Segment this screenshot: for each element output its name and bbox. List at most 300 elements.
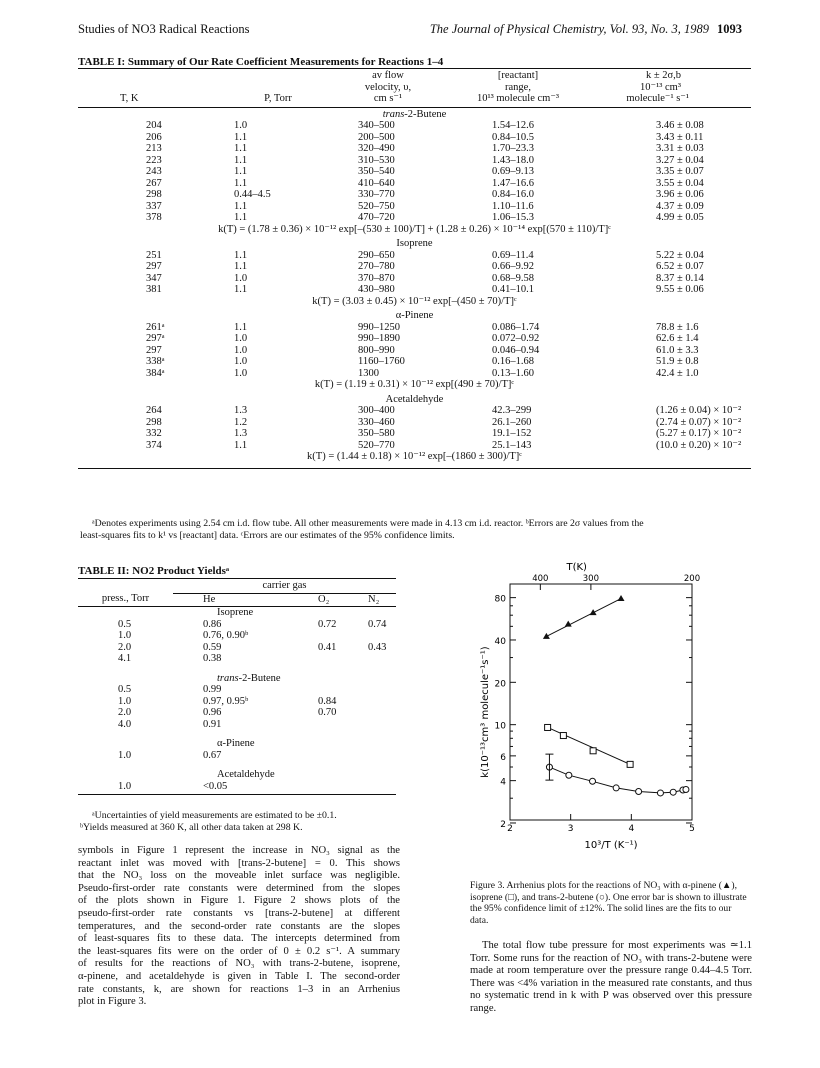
- alpha-pinene-point: [543, 633, 550, 639]
- section-row: [78, 309, 751, 322]
- trans-2-butene-point: [613, 785, 619, 791]
- isoprene-point: [545, 724, 551, 730]
- section-row: [78, 237, 751, 250]
- table-cell: 1.0: [118, 749, 132, 761]
- x-tick-label: 2: [507, 824, 513, 834]
- table-cell: 264: [146, 405, 162, 416]
- table2-carrier-row: [78, 580, 396, 593]
- head-cell: O₂: [318, 593, 330, 605]
- table-cell: (5.27 ± 0.17) × 10⁻²: [656, 428, 742, 439]
- y-tick-label: 80: [494, 594, 506, 605]
- head-cell: [228, 82, 328, 94]
- table-row: [78, 642, 396, 654]
- trans-2-butene-point: [683, 786, 689, 792]
- table-cell: 340–500: [358, 120, 395, 131]
- table-cell: 0.76, 0.90ᵇ: [203, 630, 249, 641]
- table-cell: 330–460: [358, 416, 395, 428]
- top-tick-label: 300: [582, 574, 600, 584]
- table-row: [78, 178, 751, 190]
- table-cell: 0.41: [318, 641, 337, 653]
- fit-line-triangle: [546, 599, 621, 637]
- table-cell: 297: [146, 344, 162, 356]
- table-row: [78, 132, 751, 144]
- table-cell: 1.3: [234, 428, 248, 439]
- table-cell: 520–770: [358, 439, 395, 451]
- table-cell: 0.5: [118, 618, 132, 630]
- text-line: The total flow tube pressure for most experiments was ≃1.1: [482, 940, 752, 951]
- trans-2-butene-point: [590, 778, 596, 784]
- table-cell: 1300: [358, 367, 379, 379]
- isoprene-point: [560, 733, 566, 739]
- table-cell: 5.22 ± 0.04: [656, 249, 704, 261]
- table-cell: 0.16–1.68: [492, 356, 534, 367]
- table-cell: 25.1–143: [492, 439, 532, 451]
- head-cell: [reactant]: [497, 70, 539, 81]
- figure3-caption: [470, 880, 752, 926]
- table-cell: 1.70–23.3: [492, 143, 534, 154]
- header-left: Studies of NO3 Radical Reactions: [78, 22, 250, 36]
- section-name: α-Pinene: [217, 738, 255, 749]
- section-name: Isoprene: [217, 607, 254, 618]
- y-tick-label: 2: [500, 819, 506, 830]
- table-cell: 1.3: [234, 405, 248, 416]
- table-cell: 310–530: [358, 154, 395, 166]
- top-axis-label: T(K): [566, 562, 587, 573]
- table-cell: 42.4 ± 1.0: [656, 367, 699, 379]
- table-cell: 1.0: [234, 356, 248, 367]
- table-cell: 1.1: [234, 131, 248, 143]
- table-row: [78, 707, 396, 719]
- section-name: trans-2-Butene: [217, 672, 281, 684]
- table-cell: 251: [146, 249, 162, 261]
- table-row: [78, 166, 751, 178]
- table-cell: 370–870: [358, 272, 395, 284]
- table2-body: [78, 607, 396, 793]
- table-cell: 3.55 ± 0.04: [656, 177, 704, 189]
- table-row: [78, 189, 751, 201]
- table-cell: 270–780: [358, 261, 395, 272]
- head-cell: [78, 82, 228, 94]
- section-name: trans-2-Butene: [382, 108, 447, 120]
- table-cell: 1.0: [234, 333, 248, 344]
- section-row: [78, 607, 396, 619]
- table1-caption: TABLE I: Summary of Our Rate Coefficient Measurements for Reactions 1–4: [78, 56, 444, 68]
- text-line: that the NO₃ loss on the moveable inlet surface was negligible.: [78, 870, 400, 882]
- blank-cell: [78, 761, 173, 781]
- head-cell: 10⁻¹³ cm³: [640, 81, 681, 93]
- table2-bottom-rule-row: [78, 792, 396, 795]
- table-cell: 243: [146, 166, 162, 177]
- table-row: [78, 630, 396, 642]
- table-cell: 1.06–15.3: [492, 212, 534, 223]
- x-tick-label: 4: [628, 824, 635, 834]
- trans-2-butene-point: [636, 788, 642, 794]
- table-cell: 1.1: [234, 249, 248, 261]
- table-row: [78, 684, 396, 696]
- table-cell: 0.66–9.92: [492, 261, 534, 272]
- table-row: [78, 368, 751, 380]
- caption-line: Figure 3. Arrhenius plots for the reactions of NO₃ with α-pinene (▲),: [470, 880, 737, 891]
- table2-top-rule: [78, 578, 396, 579]
- table-row: [78, 250, 751, 262]
- table-cell: 410–640: [358, 177, 395, 189]
- table-cell: 0.86: [203, 618, 222, 630]
- table-cell: 1.1: [234, 261, 248, 272]
- head-cell: He: [203, 593, 216, 605]
- table-cell: [368, 630, 396, 642]
- text-line: Torr. Some runs for the reaction of NO₃ with trans-2-butene were: [470, 952, 752, 964]
- table-cell: [318, 630, 368, 642]
- table-cell: 26.1–260: [492, 416, 532, 428]
- table-cell: 19.1–152: [492, 428, 532, 439]
- table-cell: 1.43–18.0: [492, 154, 534, 166]
- table1-body: [78, 107, 751, 465]
- text-line: temperatures, and the second-order rate constants are the slopes: [78, 920, 400, 932]
- header-right: The Journal of Physical Chemistry, Vol. 93, No. 3, 1989 1093: [429, 22, 742, 36]
- table-cell: 430–980: [358, 284, 395, 295]
- text-line: range.: [470, 1002, 497, 1014]
- table-cell: [368, 684, 396, 696]
- blank-cell: [78, 580, 173, 593]
- table-cell: 3.31 ± 0.03: [656, 143, 704, 154]
- table-cell: 332: [146, 428, 162, 439]
- table-cell: 261ᵃ: [146, 321, 165, 333]
- table-cell: 990–1250: [358, 321, 400, 333]
- table-cell: 4.99 ± 0.05: [656, 212, 704, 223]
- table-cell: 0.99: [203, 684, 222, 695]
- table-cell: 0.91: [203, 718, 222, 730]
- left-body-text: [78, 845, 400, 1009]
- table-cell: 61.0 ± 3.3: [656, 344, 699, 356]
- section-name: Isoprene: [396, 238, 433, 249]
- plot-frame: [510, 584, 692, 820]
- head-cell: molecule⁻¹ s⁻¹: [626, 93, 689, 104]
- table-cell: 520–750: [358, 200, 395, 212]
- table-cell: 8.37 ± 0.14: [656, 272, 704, 284]
- table-cell: 384ᵃ: [146, 367, 165, 379]
- table-cell: 200–500: [358, 131, 395, 143]
- table-cell: 9.55 ± 0.06: [656, 284, 704, 295]
- table-cell: 1.10–11.6: [492, 200, 534, 212]
- isoprene-point: [590, 748, 596, 754]
- table-cell: 0.086–1.74: [492, 321, 540, 333]
- table-cell: 62.6 ± 1.4: [656, 333, 699, 344]
- head-cell: av flow: [372, 70, 404, 81]
- table-cell: 2.0: [118, 641, 132, 653]
- table-cell: 0.41–10.1: [492, 284, 534, 295]
- table-cell: 378: [146, 212, 162, 223]
- table-cell: 1.0: [118, 630, 132, 641]
- table-row: [78, 212, 751, 224]
- table-row: [78, 284, 751, 296]
- text-line: There was <4% variation in the measured rate constants, and thus: [470, 977, 752, 989]
- table-row: [78, 440, 751, 452]
- table-cell: 1.1: [234, 200, 248, 212]
- table-cell: 0.38: [203, 653, 222, 664]
- table-cell: 1.1: [234, 166, 248, 177]
- section-row: [78, 730, 396, 750]
- table-cell: 4.0: [118, 718, 132, 730]
- table-cell: [368, 781, 396, 793]
- table2-footnotes: ᵃUncertainties of yield measurements are estimated to be ±0.1. ᵇYields measured at 360 K, all other data taken at 298 K.: [80, 810, 337, 833]
- table-cell: 42.3–299: [492, 405, 532, 416]
- section-name: Acetaldehyde: [217, 769, 275, 780]
- table-row: [78, 417, 751, 429]
- x-axis-label: 10³/T (K⁻¹): [584, 840, 638, 851]
- table-row: [78, 273, 751, 285]
- table-cell: 267: [146, 177, 162, 189]
- table-cell: 0.5: [118, 684, 132, 695]
- fit-equation: k(T) = (3.03 ± 0.45) × 10⁻¹² exp[–(450 ± 70)/T]ᶜ: [312, 295, 517, 307]
- italic-prefix: trans: [217, 672, 239, 684]
- head-cell: cm s⁻¹: [373, 93, 403, 104]
- head-cell: range,: [505, 81, 531, 93]
- text-line: the least-squares fits were on the order of 0 ± 0.2 s⁻¹. A summary: [78, 945, 400, 957]
- table-cell: 990–1890: [358, 333, 400, 344]
- head-cell: k ± 2σ,b: [645, 70, 681, 81]
- table-cell: 51.9 ± 0.8: [656, 356, 699, 367]
- table-cell: 3.35 ± 0.07: [656, 166, 704, 177]
- table-cell: 470–720: [358, 212, 395, 223]
- table-cell: 347: [146, 272, 162, 284]
- table-cell: 1.1: [234, 321, 248, 333]
- running-header: [78, 22, 742, 40]
- table-row: [78, 322, 751, 334]
- bottom-rule: [78, 792, 396, 795]
- table-cell: 374: [146, 439, 162, 451]
- table-row: [78, 356, 751, 368]
- table-cell: 1.0: [118, 695, 132, 707]
- section-row: [78, 665, 396, 685]
- bottom-rule: [78, 465, 751, 469]
- section-row: [78, 393, 751, 406]
- table-cell: 1.1: [234, 439, 248, 451]
- table-cell: 206: [146, 131, 162, 143]
- table-cell: [368, 653, 396, 665]
- table-cell: 0.44–4.5: [234, 189, 271, 200]
- table-cell: 1.1: [234, 212, 248, 223]
- text-line: reactant inlet was moved with [trans-2-butene] = 0. This shows: [78, 857, 400, 869]
- table-cell: 2.0: [118, 707, 132, 718]
- table-cell: 0.96: [203, 707, 222, 718]
- head-cell: [78, 70, 228, 82]
- table-cell: 1.1: [234, 143, 248, 154]
- table-cell: 1.0: [234, 120, 248, 131]
- isoprene-point: [627, 761, 633, 767]
- table-cell: 297: [146, 261, 162, 272]
- table-cell: 1.0: [118, 780, 132, 792]
- blank-cell: [78, 665, 173, 685]
- head-cell: press., Torr: [101, 593, 150, 604]
- table-row: [78, 428, 751, 440]
- table-cell: 0.13–1.60: [492, 367, 534, 379]
- table-cell: [318, 781, 368, 793]
- table-row: [78, 345, 751, 357]
- table-row: [78, 781, 396, 793]
- table-cell: [368, 696, 396, 708]
- table-cell: 290–650: [358, 249, 395, 261]
- y-tick-label: 6: [500, 752, 506, 763]
- table-cell: [318, 750, 368, 762]
- head-cell: 10¹³ molecule cm⁻³: [476, 93, 560, 104]
- table-cell: 298: [146, 189, 162, 200]
- table1-footnote: ᵃDenotes experiments using 2.54 cm i.d. flow tube. All other measurements were made in 4.13 cm i.d. reactor. ᵇErrors are 2σ values from the least-squares fits to k¹ vs [reactant] data. ᶜErrors are our estimates of the 95% confidence limits.: [80, 518, 644, 541]
- table-cell: 0.97, 0.95ᵇ: [203, 695, 249, 707]
- table-cell: 1.2: [234, 416, 248, 428]
- caption-line: the 95% confidence limit of ±12%. The solid lines are the fits to our data.: [470, 903, 732, 926]
- table2-head-row: [78, 593, 396, 605]
- table1-head-row: [78, 70, 751, 82]
- table-cell: [368, 750, 396, 762]
- table-cell: 0.84–10.5: [492, 131, 534, 143]
- table-cell: 0.69–9.13: [492, 166, 534, 177]
- table-cell: 337: [146, 200, 162, 212]
- table-row: [78, 653, 396, 665]
- table2-caption: TABLE II: NO2 Product Yieldsᵃ: [78, 565, 230, 577]
- head-cell: P, Torr: [264, 93, 292, 104]
- table-cell: 3.46 ± 0.08: [656, 120, 704, 131]
- table-cell: 0.43: [368, 641, 387, 653]
- table-cell: 223: [146, 154, 162, 166]
- top-tick-label: 200: [683, 574, 701, 584]
- carrier-gas-label: carrier gas: [173, 580, 396, 593]
- table-cell: 78.8 ± 1.6: [656, 321, 699, 333]
- alpha-pinene-point: [618, 595, 625, 601]
- page-number: 1093: [717, 22, 742, 36]
- y-tick-label: 40: [494, 636, 506, 647]
- table-cell: <0.05: [203, 780, 228, 792]
- table-row: [78, 750, 396, 762]
- table-cell: 3.27 ± 0.04: [656, 154, 704, 166]
- table-row: [78, 719, 396, 731]
- text-line: of least-squares fits to these data. The intercepts determined from: [78, 933, 400, 945]
- trans-2-butene-point: [670, 789, 676, 795]
- blank-cell: [78, 730, 173, 750]
- table2: [78, 580, 396, 795]
- fit-equation: k(T) = (1.78 ± 0.36) × 10⁻¹² exp[–(530 ± 100)/T] + (1.28 ± 0.26) × 10⁻¹⁴ exp[(570 ± 110)/T]ᶜ: [218, 223, 611, 235]
- y-axis-label: k(10⁻¹³cm³ molecule⁻¹s⁻¹): [480, 646, 491, 778]
- table-cell: 0.072–0.92: [492, 333, 540, 344]
- text-line: no systematic trend in k with P was observed over this pressure: [470, 990, 752, 1002]
- text-line: of results for the reactions of NO₃ with trans-2-butene, isoprene,: [78, 958, 400, 970]
- y-tick-label: 4: [500, 777, 506, 788]
- table-row: [78, 619, 396, 631]
- table-cell: 1.1: [234, 154, 248, 166]
- y-tick-label: 10: [494, 721, 506, 732]
- table-row: [78, 333, 751, 345]
- table-row: [78, 120, 751, 132]
- trans-2-butene-point: [566, 772, 572, 778]
- table-cell: [318, 719, 368, 731]
- table-cell: 800–990: [358, 344, 395, 356]
- table-cell: 0.67: [203, 749, 222, 761]
- text-line: α-pinene, and acetaldehyde is given in Table I. The second-order: [78, 970, 400, 982]
- text-line: symbols in Figure 1 represent the increase in NO₃ signal as the: [78, 845, 400, 856]
- text-line: rate constants, k, are shown for reactions 1–3 in an Arrhenius: [78, 983, 400, 995]
- table1: [78, 70, 751, 469]
- alpha-pinene-point: [590, 609, 597, 615]
- text-line: pseudo-first-order rate constants vs [trans-2-butene] at different: [78, 907, 400, 919]
- head-cell: [228, 70, 328, 82]
- head-cell: velocity, υ,: [364, 81, 412, 93]
- table-cell: 0.68–9.58: [492, 272, 534, 284]
- table-cell: 320–490: [358, 143, 395, 154]
- table-cell: 0.70: [318, 707, 337, 718]
- trans-2-butene-point: [657, 790, 663, 796]
- section-name: Acetaldehyde: [385, 393, 444, 405]
- fit-equation: k(T) = (1.44 ± 0.18) × 10⁻¹² exp[–(1860 ± 300)/T]ᶜ: [307, 451, 522, 462]
- table-row: [78, 201, 751, 213]
- table-cell: (10.0 ± 0.20) × 10⁻²: [656, 439, 742, 451]
- table-cell: 338ᵃ: [146, 356, 165, 367]
- table-cell: [318, 653, 368, 665]
- table-cell: 0.84: [318, 695, 337, 707]
- caption-line: isoprene (□), and trans-2-butene (○). One error bar is shown to illustrate: [470, 891, 747, 903]
- table-cell: 3.96 ± 0.06: [656, 189, 704, 200]
- table-cell: 1.54–12.6: [492, 120, 534, 131]
- table1-head-row: [78, 82, 751, 94]
- table-cell: 1.47–16.6: [492, 177, 534, 189]
- text-line: plot in Figure 3.: [78, 996, 147, 1008]
- table-row: [78, 696, 396, 708]
- table-cell: 1160–1760: [358, 356, 405, 367]
- table-cell: 0.74: [368, 618, 387, 630]
- head-cell: N₂: [368, 593, 380, 605]
- table-cell: 1.0: [234, 272, 248, 284]
- right-body-text: [470, 940, 752, 1016]
- table-cell: 0.84–16.0: [492, 189, 534, 200]
- section-row: [78, 761, 396, 781]
- table-cell: 1.0: [234, 344, 248, 356]
- table1-top-rule: [78, 68, 751, 69]
- y-tick-label: 20: [494, 679, 506, 690]
- table-cell: 0.59: [203, 641, 222, 653]
- figure3-chart: [470, 562, 740, 862]
- text-line: of the plots shown in Figure 1. Figure 2 shows plots of the: [78, 895, 400, 907]
- table-row: [78, 155, 751, 167]
- table-cell: 1.1: [234, 284, 248, 295]
- table-cell: 3.43 ± 0.11: [656, 131, 704, 143]
- table-cell: 297ᵃ: [146, 333, 165, 344]
- table-cell: [368, 707, 396, 719]
- table-cell: 300–400: [358, 405, 395, 416]
- fit-row: [78, 224, 751, 238]
- x-tick-label: 3: [567, 824, 574, 834]
- table-cell: 4.1: [118, 653, 132, 664]
- x-tick-label: 5: [689, 824, 695, 834]
- table-cell: [318, 684, 368, 696]
- table-cell: 298: [146, 416, 162, 428]
- table-cell: 213: [146, 143, 162, 154]
- blank-cell: [78, 607, 173, 619]
- top-tick-label: 400: [532, 574, 549, 584]
- table-row: [78, 143, 751, 155]
- italic-prefix: trans: [382, 108, 405, 120]
- table-cell: 4.37 ± 0.09: [656, 200, 704, 212]
- table-cell: 330–770: [358, 189, 395, 200]
- head-cell: T, K: [120, 93, 139, 104]
- table-cell: [368, 719, 396, 731]
- table-row: [78, 261, 751, 273]
- table-cell: 204: [146, 120, 162, 131]
- text-line: made at room temperature over the pressure range 0.44–4.5 Torr.: [470, 965, 752, 977]
- text-line: Pseudo-first-order rate constants were determined from the slopes: [78, 882, 400, 894]
- table-cell: 0.046–0.94: [492, 344, 540, 356]
- table1-head-row: [78, 93, 751, 105]
- fit-equation: k(T) = (1.19 ± 0.31) × 10⁻¹² exp[(490 ± 70)/T]ᶜ: [314, 379, 515, 390]
- table-cell: 0.72: [318, 618, 337, 630]
- table1-bottom-rule-row: [78, 465, 751, 469]
